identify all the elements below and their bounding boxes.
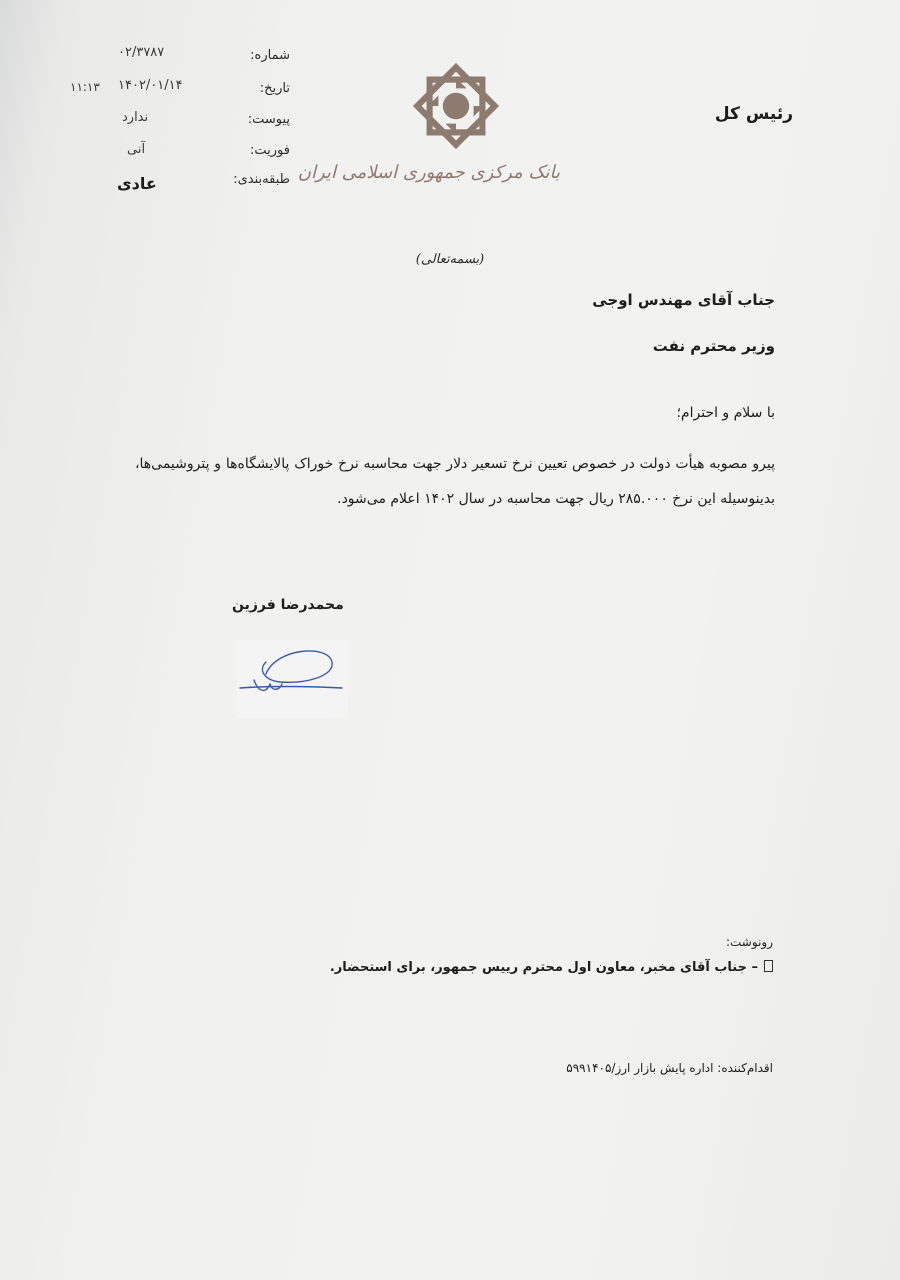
signer-name: محمدرضا فرزین [232,597,344,613]
classification-value: عادی [117,174,157,193]
date-value: ۱۴۰۲/۰۱/۱۴ [118,78,183,93]
cc-label: رونوشت: [725,935,773,949]
urgency-label: فوریت: [250,143,290,158]
addressee-title: وزیر محترم نفت [652,337,775,355]
actor-line: اقدام‌کننده: اداره پایش بازار ارز/۵۹۹۱۴۰۵ [566,1061,773,1075]
cc-item [330,960,773,975]
addressee-name: جناب آقای مهندس اوجی [592,291,775,309]
classification-label: طبقه‌بندی: [233,172,290,187]
greeting: با سلام و احترام؛ [676,405,775,421]
date-label: تاریخ: [259,81,290,96]
cc-item-text: – جناب آقای مخبر، معاون اول محترم ریيس جمهور، برای استحضار. [329,960,758,975]
body-paragraph: پیرو مصوبه هیأت دولت در خصوص تعیین نرخ تسعیر دلار جهت محاسبه نرخ خوراک پالایشگاه‌ها و پتروشیمی‌ها، بدینوسیله این نرخ ۲۸۵.۰۰۰ ریال جهت محاسبه در سال ۱۴۰۲ اعلام می‌شود. [135,456,775,507]
signature [236,640,348,718]
bank-name: بانک مرکزی جمهوری اسلامی ایران [297,162,560,183]
number-label: شماره: [250,48,290,63]
central-bank-logo-icon [412,62,500,150]
office-title: رئیس کل [714,104,793,124]
attachment-value: ندارد [122,110,149,125]
time-value: ۱۱:۱۳ [70,80,100,94]
attachment-label: پیوست: [247,112,290,127]
invocation: (بسمه‌تعالی) [415,252,485,267]
number-value: ۰۲/۳۷۸۷ [118,45,165,60]
urgency-value: آنی [127,142,146,157]
checkbox-icon [764,960,773,972]
